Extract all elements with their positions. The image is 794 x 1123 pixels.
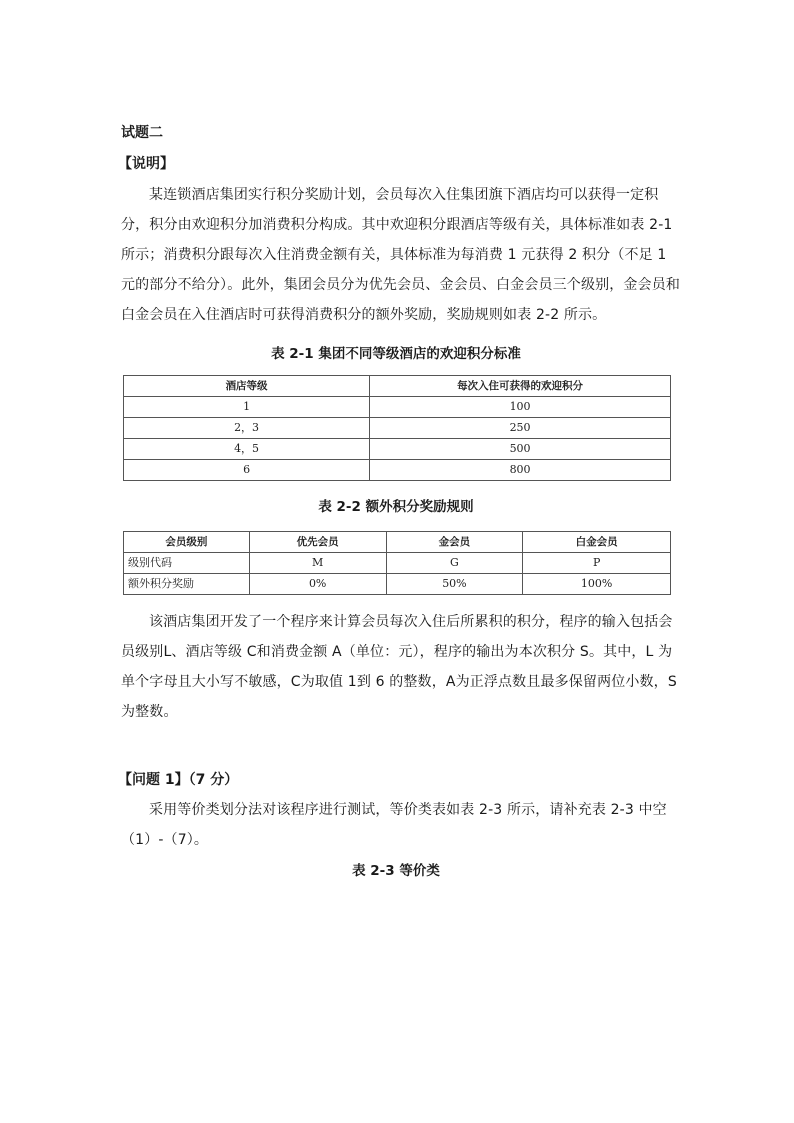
table-cell: 800 bbox=[370, 460, 671, 481]
question-text: 采用等价类划分法对该程序进行测试，等价类表如表 2-3 所示，请补充表 2-3 中空（1）-（7）。 bbox=[121, 802, 667, 848]
table-header-cell: 金会员 bbox=[386, 532, 523, 553]
table-header-cell: 每次入住可获得的欢迎积分 bbox=[370, 376, 671, 397]
table-cell: 0% bbox=[249, 574, 386, 595]
table-cell: 级别代码 bbox=[124, 553, 250, 574]
table-cell: P bbox=[523, 553, 671, 574]
table-header-cell: 白金会员 bbox=[523, 532, 671, 553]
table-header-cell: 酒店等级 bbox=[124, 376, 370, 397]
welcome-points-table bbox=[123, 375, 671, 481]
program-text: 该酒店集团开发了一个程序来计算会员每次入住后所累积的积分，程序的输入包括会员级别L、酒店等级 C和消费金额 A（单位：元），程序的输出为本次积分 S。其中，L 为单个字母且大小写不敏感，C为取值 1到 6 的整数，A为正浮点数且最多保留两位小数，S为整数。 bbox=[121, 614, 677, 720]
table3-caption: 表 2-3 等价类 bbox=[352, 863, 440, 879]
table-cell: 1 bbox=[124, 397, 370, 418]
table-cell: 500 bbox=[370, 439, 671, 460]
table-header-cell: 会员级别 bbox=[124, 532, 250, 553]
table-cell: M bbox=[249, 553, 386, 574]
table-header-row bbox=[124, 532, 671, 553]
table-cell: 额外积分奖励 bbox=[124, 574, 250, 595]
table-row bbox=[124, 574, 671, 595]
table-row bbox=[124, 553, 671, 574]
table-cell: 250 bbox=[370, 418, 671, 439]
table-cell: 50% bbox=[386, 574, 523, 595]
table-row bbox=[124, 397, 671, 418]
section-label: 【说明】 bbox=[118, 156, 174, 172]
question-title: 试题二 bbox=[121, 125, 163, 141]
table-cell: 6 bbox=[124, 460, 370, 481]
intro-text: 某连锁酒店集团实行积分奖励计划，会员每次入住集团旗下酒店均可以获得一定积分，积分由欢迎积分加消费积分构成。其中欢迎积分跟酒店等级有关，具体标准如表 2-1 所示；消费积分跟每次入住消费金额有关，具体标准为每消费 1 元获得 2 积分（不足 1 元的部分不给分）。此外，集团会员分为优先会员、金会员、白金会员三个级别，金会员和白金会员在入住酒店时可获得消费积分的额外奖励，奖励规则如表 2-2 所示。 bbox=[121, 187, 680, 323]
program-paragraph bbox=[121, 607, 681, 727]
table2-caption: 表 2-2 额外积分奖励规则 bbox=[318, 499, 474, 515]
table-row bbox=[124, 418, 671, 439]
question-label: 【问题 1】（7 分） bbox=[118, 772, 239, 788]
table-cell: 100 bbox=[370, 397, 671, 418]
table-row bbox=[124, 439, 671, 460]
table-cell: 100% bbox=[523, 574, 671, 595]
table-cell: 2，3 bbox=[124, 418, 370, 439]
table-header-cell: 优先会员 bbox=[249, 532, 386, 553]
question-paragraph bbox=[121, 795, 681, 855]
intro-paragraph bbox=[121, 180, 681, 330]
table-cell: G bbox=[386, 553, 523, 574]
table-cell: 4，5 bbox=[124, 439, 370, 460]
table1-caption: 表 2-1 集团不同等级酒店的欢迎积分标准 bbox=[271, 346, 521, 362]
bonus-rules-table bbox=[123, 531, 671, 595]
table-header-row bbox=[124, 376, 671, 397]
table-row bbox=[124, 460, 671, 481]
